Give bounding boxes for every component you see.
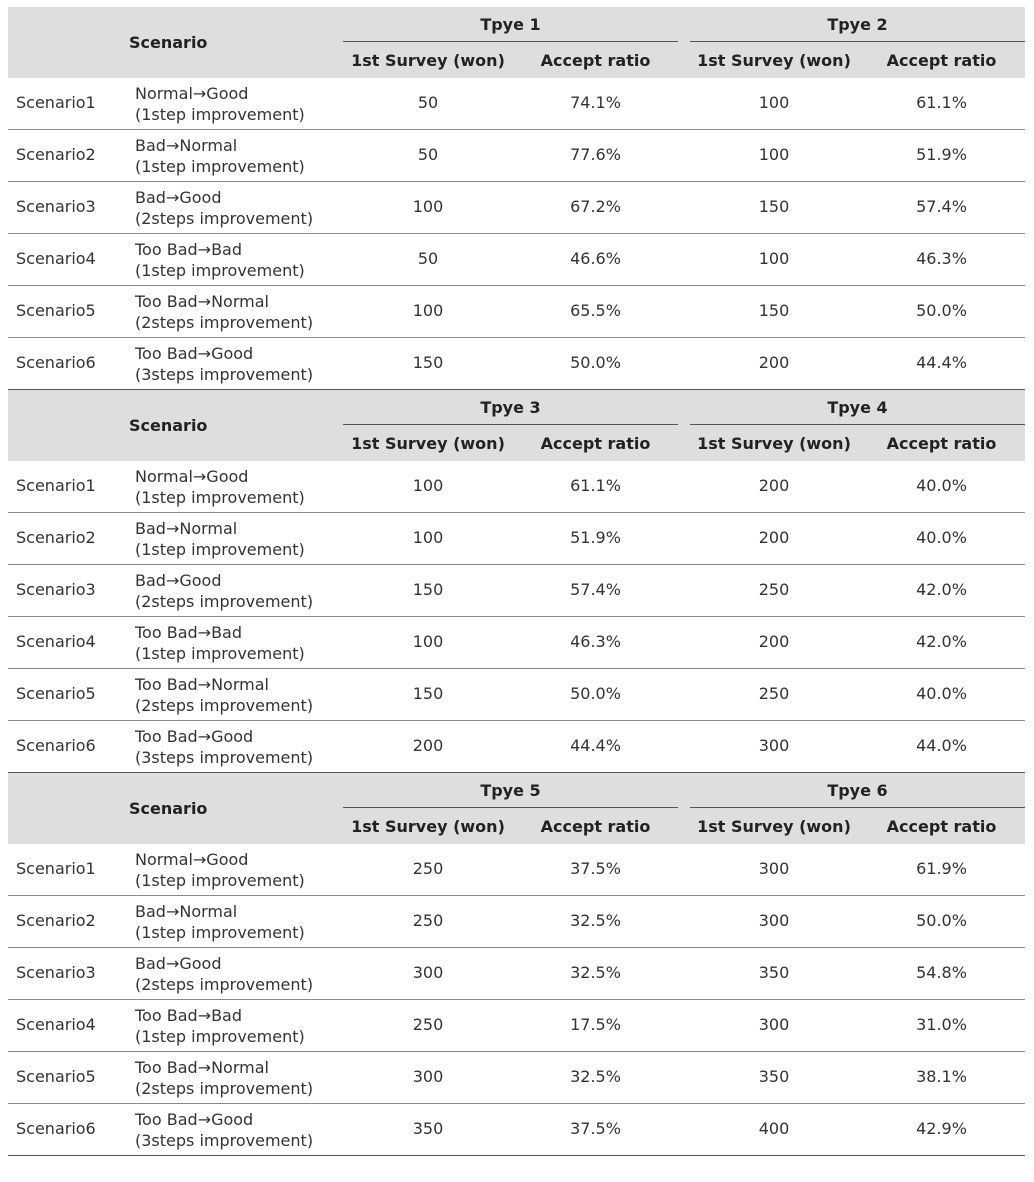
table-row (8, 844, 1025, 896)
description-transition: Normal→Good (135, 850, 249, 869)
accept-ratio-value: 38.1% (916, 1067, 967, 1086)
description-steps: (1step improvement) (135, 923, 305, 942)
scenario-name: Scenario3 (16, 580, 96, 599)
survey-value: 300 (412, 963, 444, 982)
scenario-name: Scenario2 (16, 528, 96, 547)
description-transition: Too Bad→Bad (135, 240, 242, 259)
description-steps: (3steps improvement) (135, 748, 314, 767)
table-row (8, 948, 1025, 1000)
survey-value: 200 (758, 353, 790, 372)
description-transition: Bad→Good (135, 188, 222, 207)
scenario-description (135, 849, 305, 891)
description-steps: (3steps improvement) (135, 365, 314, 384)
survey-value: 200 (758, 632, 790, 651)
accept-ratio-value: 50.0% (916, 911, 967, 930)
survey-value: 200 (758, 476, 790, 495)
survey-value: 150 (412, 580, 444, 599)
scenario-description (135, 901, 305, 943)
survey-value: 250 (412, 911, 444, 930)
ratio-column-header: Accept ratio (540, 434, 651, 453)
accept-ratio-value: 51.9% (570, 528, 621, 547)
scenario-description (135, 674, 313, 716)
type-header: Tpye 3 (480, 398, 541, 417)
table-row (8, 182, 1025, 234)
survey-value: 100 (412, 301, 444, 320)
scenario-name: Scenario1 (16, 93, 96, 112)
accept-ratio-value: 42.0% (916, 580, 967, 599)
ratio-column-header: Accept ratio (886, 51, 997, 70)
type-header-rule (690, 41, 1025, 42)
description-transition: Normal→Good (135, 84, 249, 103)
accept-ratio-value: 40.0% (916, 528, 967, 547)
survey-value: 100 (412, 197, 444, 216)
table-row (8, 669, 1025, 721)
accept-ratio-value: 77.6% (570, 145, 621, 164)
scenario-name: Scenario1 (16, 476, 96, 495)
table-header (8, 7, 1025, 78)
survey-column-header: 1st Survey (won) (697, 51, 851, 70)
ratio-column-header: Accept ratio (540, 51, 651, 70)
description-transition: Bad→Good (135, 571, 222, 590)
survey-value: 100 (758, 93, 790, 112)
survey-value: 100 (412, 476, 444, 495)
table-row (8, 234, 1025, 286)
scenario-description (135, 239, 305, 281)
accept-ratio-value: 31.0% (916, 1015, 967, 1034)
survey-value: 350 (758, 1067, 790, 1086)
table-row (8, 461, 1025, 513)
survey-value: 150 (412, 353, 444, 372)
survey-value: 50 (417, 93, 439, 112)
scenario-name: Scenario4 (16, 632, 96, 651)
scenario-header: Scenario (129, 799, 208, 818)
accept-ratio-value: 32.5% (570, 963, 621, 982)
description-transition: Too Bad→Bad (135, 1006, 242, 1025)
description-steps: (1step improvement) (135, 157, 305, 176)
scenario-description (135, 1005, 305, 1047)
table-block (8, 7, 1025, 390)
type-header-rule (690, 424, 1025, 425)
table-row (8, 896, 1025, 948)
table-row (8, 338, 1025, 390)
survey-value: 100 (412, 528, 444, 547)
accept-ratio-value: 61.9% (916, 859, 967, 878)
type-header-rule (690, 807, 1025, 808)
survey-value: 300 (758, 736, 790, 755)
type-header: Tpye 2 (827, 15, 888, 34)
table-header (8, 390, 1025, 461)
scenario-name: Scenario1 (16, 859, 96, 878)
scenario-description (135, 726, 313, 768)
ratio-column-header: Accept ratio (886, 434, 997, 453)
scenario-name: Scenario2 (16, 145, 96, 164)
table-row (8, 617, 1025, 669)
description-steps: (2steps improvement) (135, 975, 314, 994)
scenario-name: Scenario3 (16, 963, 96, 982)
scenario-name: Scenario2 (16, 911, 96, 930)
accept-ratio-value: 32.5% (570, 911, 621, 930)
table-row (8, 1104, 1025, 1156)
description-transition: Too Bad→Normal (135, 292, 269, 311)
scenario-description (135, 953, 313, 995)
table-row (8, 1000, 1025, 1052)
accept-ratio-value: 61.1% (916, 93, 967, 112)
scenario-description (135, 83, 305, 125)
scenario-description (135, 343, 313, 385)
table-row (8, 286, 1025, 338)
accept-ratio-value: 17.5% (570, 1015, 621, 1034)
accept-ratio-value: 50.0% (916, 301, 967, 320)
survey-value: 200 (758, 528, 790, 547)
description-transition: Too Bad→Normal (135, 675, 269, 694)
scenario-name: Scenario5 (16, 684, 96, 703)
scenario-header: Scenario (129, 416, 208, 435)
accept-ratio-value: 42.9% (916, 1119, 967, 1138)
type-header: Tpye 5 (480, 781, 541, 800)
scenario-name: Scenario4 (16, 249, 96, 268)
accept-ratio-value: 37.5% (570, 859, 621, 878)
accept-ratio-value: 40.0% (916, 684, 967, 703)
description-steps: (2steps improvement) (135, 313, 314, 332)
accept-ratio-value: 65.5% (570, 301, 621, 320)
accept-ratio-value: 37.5% (570, 1119, 621, 1138)
survey-value: 250 (412, 1015, 444, 1034)
description-steps: (3steps improvement) (135, 1131, 314, 1150)
table-row (8, 78, 1025, 130)
description-transition: Bad→Normal (135, 902, 238, 921)
table-header (8, 773, 1025, 844)
description-steps: (2steps improvement) (135, 696, 314, 715)
scenario-description (135, 291, 313, 333)
scenario-name: Scenario4 (16, 1015, 96, 1034)
table-row (8, 130, 1025, 182)
description-transition: Too Bad→Good (135, 1110, 254, 1129)
type-header-rule (343, 41, 678, 42)
description-steps: (2steps improvement) (135, 592, 314, 611)
accept-ratio-value: 32.5% (570, 1067, 621, 1086)
scenario-name: Scenario5 (16, 301, 96, 320)
survey-value: 50 (417, 145, 439, 164)
table-block (8, 390, 1025, 773)
scenario-description (135, 622, 305, 664)
survey-value: 300 (758, 859, 790, 878)
survey-value: 150 (758, 301, 790, 320)
type-header: Tpye 4 (827, 398, 888, 417)
accept-ratio-value: 67.2% (570, 197, 621, 216)
description-steps: (1step improvement) (135, 488, 305, 507)
accept-ratio-value: 57.4% (916, 197, 967, 216)
accept-ratio-value: 61.1% (570, 476, 621, 495)
table-row (8, 513, 1025, 565)
description-steps: (1step improvement) (135, 1027, 305, 1046)
accept-ratio-value: 40.0% (916, 476, 967, 495)
accept-ratio-value: 54.8% (916, 963, 967, 982)
description-transition: Too Bad→Normal (135, 1058, 269, 1077)
scenario-description (135, 1057, 313, 1099)
survey-value: 250 (758, 580, 790, 599)
survey-value: 150 (758, 197, 790, 216)
survey-column-header: 1st Survey (won) (351, 434, 505, 453)
description-transition: Too Bad→Good (135, 344, 254, 363)
survey-value: 150 (412, 684, 444, 703)
accept-ratio-value: 46.3% (570, 632, 621, 651)
ratio-column-header: Accept ratio (540, 817, 651, 836)
survey-value: 300 (412, 1067, 444, 1086)
table-row (8, 565, 1025, 617)
description-transition: Bad→Normal (135, 519, 238, 538)
description-transition: Bad→Good (135, 954, 222, 973)
survey-value: 300 (758, 1015, 790, 1034)
ratio-column-header: Accept ratio (886, 817, 997, 836)
description-transition: Too Bad→Bad (135, 623, 242, 642)
description-steps: (1step improvement) (135, 871, 305, 890)
scenario-description (135, 518, 305, 560)
table-row (8, 1052, 1025, 1104)
description-steps: (1step improvement) (135, 644, 305, 663)
description-steps: (1step improvement) (135, 540, 305, 559)
scenario-description (135, 135, 305, 177)
description-steps: (2steps improvement) (135, 1079, 314, 1098)
type-header: Tpye 6 (827, 781, 888, 800)
type-header-rule (343, 807, 678, 808)
survey-value: 200 (412, 736, 444, 755)
survey-value: 250 (412, 859, 444, 878)
survey-value: 250 (758, 684, 790, 703)
scenario-description (135, 570, 313, 612)
accept-ratio-value: 46.6% (570, 249, 621, 268)
survey-column-header: 1st Survey (won) (697, 817, 851, 836)
description-transition: Normal→Good (135, 467, 249, 486)
scenario-name: Scenario6 (16, 736, 96, 755)
scenario-name: Scenario6 (16, 1119, 96, 1138)
accept-ratio-value: 46.3% (916, 249, 967, 268)
accept-ratio-value: 42.0% (916, 632, 967, 651)
description-transition: Bad→Normal (135, 136, 238, 155)
scenario-name: Scenario6 (16, 353, 96, 372)
description-steps: (1step improvement) (135, 105, 305, 124)
accept-ratio-value: 44.4% (570, 736, 621, 755)
survey-column-header: 1st Survey (won) (697, 434, 851, 453)
scenario-description (135, 466, 305, 508)
scenario-name: Scenario3 (16, 197, 96, 216)
survey-value: 350 (758, 963, 790, 982)
survey-column-header: 1st Survey (won) (351, 51, 505, 70)
description-transition: Too Bad→Good (135, 727, 254, 746)
accept-ratio-value: 50.0% (570, 684, 621, 703)
scenario-name: Scenario5 (16, 1067, 96, 1086)
survey-column-header: 1st Survey (won) (351, 817, 505, 836)
scenario-description (135, 1109, 313, 1151)
survey-value: 100 (412, 632, 444, 651)
accept-ratio-value: 74.1% (570, 93, 621, 112)
accept-ratio-value: 44.4% (916, 353, 967, 372)
survey-value: 300 (758, 911, 790, 930)
survey-value: 100 (758, 145, 790, 164)
accept-ratio-value: 50.0% (570, 353, 621, 372)
survey-value: 100 (758, 249, 790, 268)
survey-value: 50 (417, 249, 439, 268)
survey-value: 400 (758, 1119, 790, 1138)
survey-value: 350 (412, 1119, 444, 1138)
scenario-header: Scenario (129, 33, 208, 52)
accept-ratio-value: 44.0% (916, 736, 967, 755)
scenario-description (135, 187, 313, 229)
type-header: Tpye 1 (480, 15, 541, 34)
accept-ratio-value: 51.9% (916, 145, 967, 164)
accept-ratio-value: 57.4% (570, 580, 621, 599)
description-steps: (1step improvement) (135, 261, 305, 280)
table-row (8, 721, 1025, 773)
type-header-rule (343, 424, 678, 425)
table-block (8, 773, 1025, 1156)
results-table (8, 7, 1025, 1156)
description-steps: (2steps improvement) (135, 209, 314, 228)
